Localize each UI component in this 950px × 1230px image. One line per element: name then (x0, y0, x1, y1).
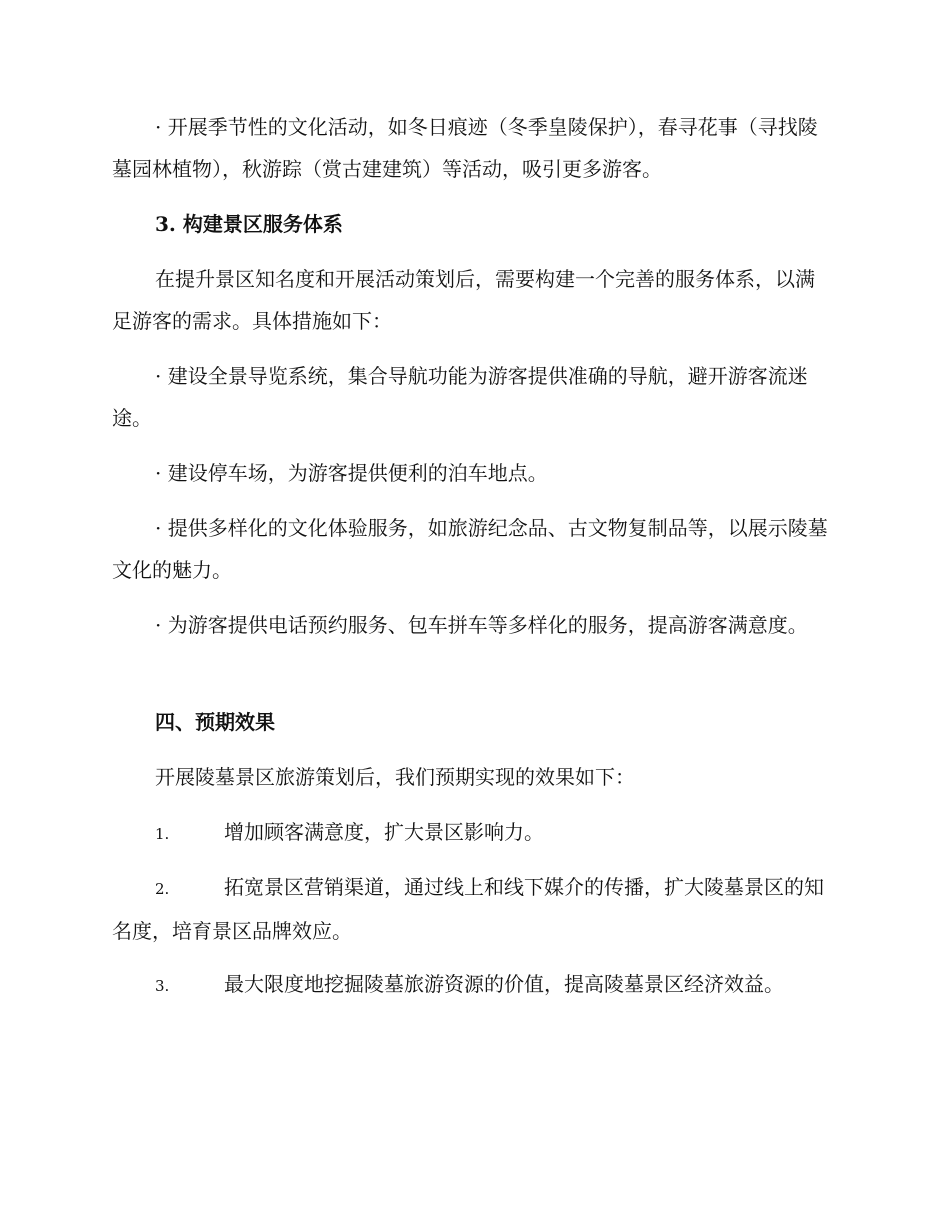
list-item-text: 最大限度地挖掘陵墓旅游资源的价值，提高陵墓景区经济效益。 (224, 972, 784, 996)
list-item-text: 增加顾客满意度，扩大景区影响力。 (224, 820, 544, 844)
section-heading-expected-effects: 四、预期效果 (155, 710, 275, 734)
bullet-paragraph-panorama-guide: · 建设全景导览系统，集合导航功能为游客提供准确的导航，避开游客流迷途。 (112, 364, 808, 430)
numbered-list-item (112, 866, 834, 952)
bullet-paragraph-cultural-experience: · 提供多样化的文化体验服务，如旅游纪念品、古文物复制品等，以展示陵墓文化的魅力。 (112, 516, 828, 582)
numbered-list-item (112, 811, 834, 855)
section-heading-service-system: 3. 构建景区服务体系 (155, 212, 343, 236)
bullet-paragraph-seasonal-activities: · 开展季节性的文化活动，如冬日痕迹（冬季皇陵保护），春寻花事（寻找陵墓园林植物），秋游踪（赏古建建筑）等活动，吸引更多游客。 (112, 115, 818, 181)
list-number: 2. (155, 880, 170, 898)
list-item-text: 拓宽景区营销渠道，通过线上和线下媒介的传播，扩大陵墓景区的知名度，培育景区品牌效应。 (112, 875, 824, 943)
paragraph-effects-intro: 开展陵墓景区旅游策划后，我们预期实现的效果如下： (155, 765, 635, 789)
list-number: 1. (155, 825, 170, 843)
bullet-paragraph-booking-service: · 为游客提供电话预约服务、包车拼车等多样化的服务，提高游客满意度。 (155, 613, 808, 637)
bullet-paragraph-parking: · 建设停车场，为游客提供便利的泊车地点。 (155, 461, 548, 485)
paragraph-service-intro: 在提升景区知名度和开展活动策划后，需要构建一个完善的服务体系，以满足游客的需求。具体措施如下： (112, 267, 815, 333)
numbered-list-item (112, 963, 834, 1007)
list-number: 3. (155, 977, 170, 995)
